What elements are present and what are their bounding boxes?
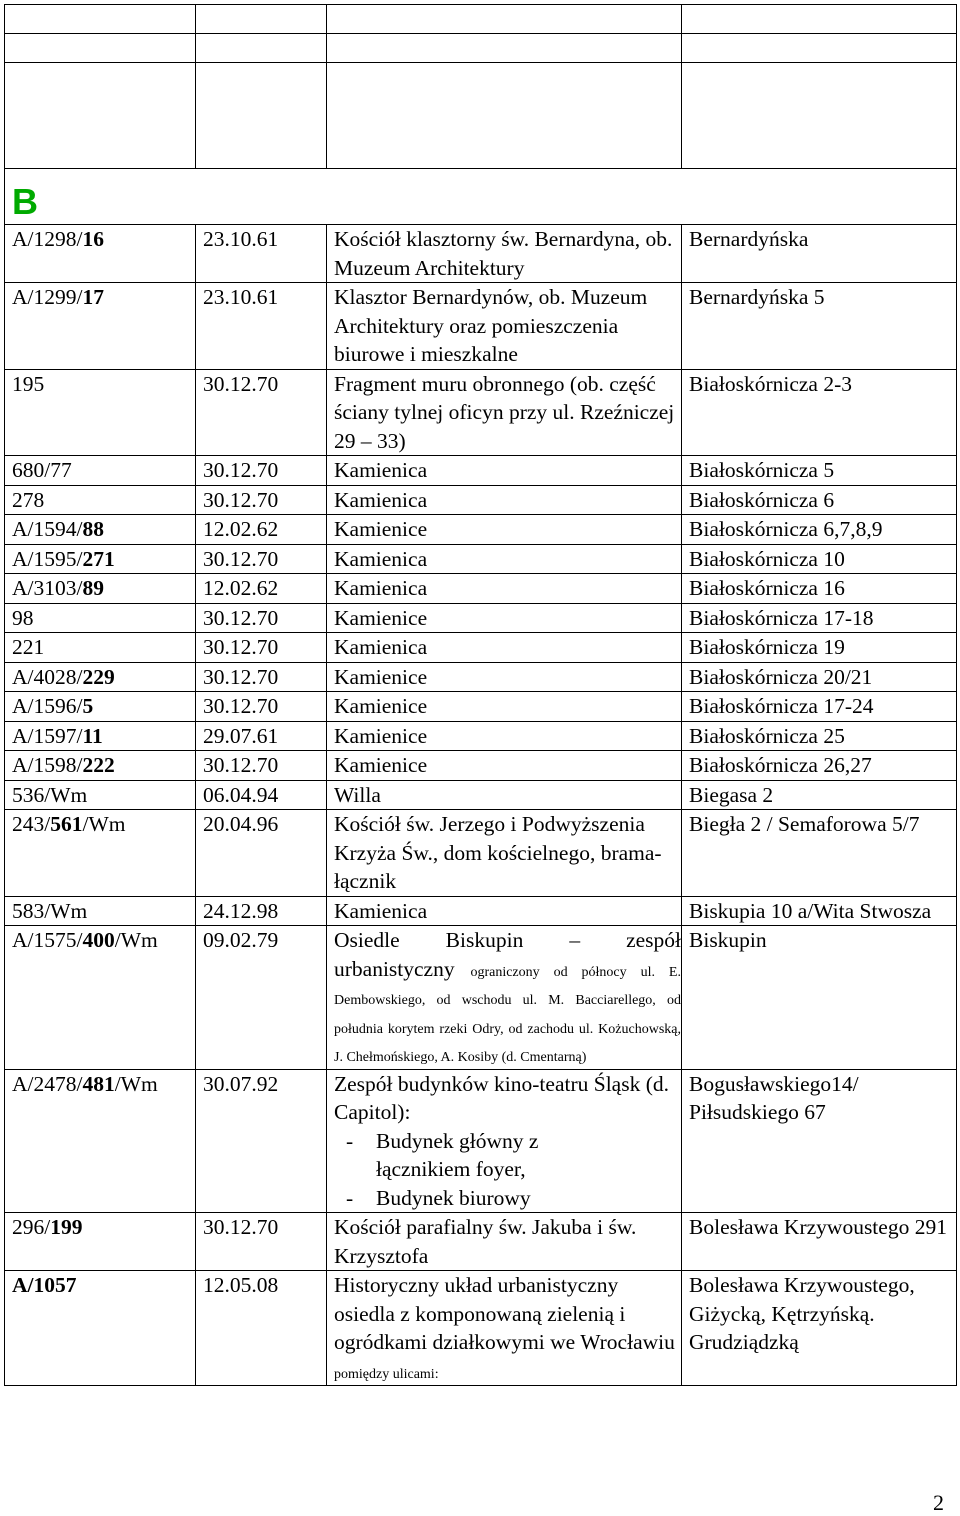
address-cell: Biskupia 10 a/Wita Stwosza [682, 896, 957, 926]
section-letter: B [12, 181, 38, 222]
table-row [5, 225, 957, 283]
date-cell: 30.12.70 [196, 603, 327, 633]
table-row [5, 692, 957, 722]
address-cell: Białoskórnicza 17-24 [682, 692, 957, 722]
register-number-cell: A/1597/11 [5, 721, 196, 751]
register-number-cell: 98 [5, 603, 196, 633]
page-number: 2 [933, 1490, 944, 1515]
address-cell: Białoskórnicza 2-3 [682, 369, 957, 456]
object-cell: Willa [327, 780, 682, 810]
bullet-dash: - [346, 1128, 354, 1153]
register-number-cell: A/1299/17 [5, 283, 196, 370]
register-number-cell: A/2478/481/Wm [5, 1069, 196, 1213]
date-cell: 20.04.96 [196, 810, 327, 897]
object-cell: Kamienice [327, 662, 682, 692]
table-row [5, 896, 957, 926]
object-cell: Kamienica [327, 544, 682, 574]
table-row [5, 369, 957, 456]
object-cell: Kamienice [327, 721, 682, 751]
object-boundary-note: pomiędzy ulicami: [334, 1366, 439, 1382]
object-cell: Fragment muru obronnego (ob. część ściany tylnej oficyn przy ul. Rzeźniczej 29 – 33) [327, 369, 682, 456]
bullet-text: Budynek biurowy [376, 1185, 531, 1210]
object-cell: Kościół św. Jerzego i Podwyższenia Krzyża Św., dom kościelnego, brama-łącznik [327, 810, 682, 897]
object-main-text: Zespół budynków kino-teatru Śląsk (d. Capitol): [334, 1071, 669, 1124]
address-cell: Bernardyńska 5 [682, 283, 957, 370]
date-cell: 30.12.70 [196, 485, 327, 515]
register-number-cell: A/1596/5 [5, 692, 196, 722]
register-number-cell: A/4028/229 [5, 662, 196, 692]
register-number-cell: A/1298/16 [5, 225, 196, 283]
register-number-cell: 221 [5, 633, 196, 663]
object-cell: Kamienica [327, 485, 682, 515]
table-row [5, 1271, 957, 1386]
date-cell: 30.12.70 [196, 751, 327, 781]
empty-row [5, 34, 957, 63]
date-cell: 23.10.61 [196, 283, 327, 370]
object-cell: Kamienice [327, 603, 682, 633]
date-cell: 30.12.70 [196, 633, 327, 663]
table-row [5, 633, 957, 663]
object-boundary-note: ograniczony od północy ul. E. Dembowskiego, od wschodu ul. M. Bacciarellego, od południa korytem rzeki Odry, od zachodu ul. Kożuchowską, J. Chełmońskiego, A. Kosiby (d. Cmentarną) [334, 964, 681, 1065]
object-cell: Klasztor Bernardynów, ob. Muzeum Architektury oraz pomieszczenia biurowe i mieszkalne [327, 283, 682, 370]
table-row [5, 283, 957, 370]
section-letter-row [5, 169, 957, 225]
address-cell: Bernardyńska [682, 225, 957, 283]
register-number-cell: A/1057 [5, 1271, 196, 1386]
address-cell: Białoskórnicza 26,27 [682, 751, 957, 781]
table-row [5, 544, 957, 574]
date-cell: 12.02.62 [196, 574, 327, 604]
address-cell: Bolesława Krzywoustego, Giżycką, Kętrzyńską. Grudziądzką [682, 1271, 957, 1386]
object-description [334, 926, 681, 1069]
address-cell: Białoskórnicza 25 [682, 721, 957, 751]
object-cell: Kamienica [327, 456, 682, 486]
register-number-cell: 296/199 [5, 1213, 196, 1271]
date-cell: 23.10.61 [196, 225, 327, 283]
object-main-text: Historyczny układ urbanistyczny osiedla z komponowaną zielenią i ogródkami działkowymi we Wrocławiu [334, 1273, 675, 1354]
object-cell: Kamienica [327, 574, 682, 604]
table-row [5, 574, 957, 604]
address-cell: Białoskórnicza 6 [682, 485, 957, 515]
date-cell: 06.04.94 [196, 780, 327, 810]
address-cell: Białoskórnicza 19 [682, 633, 957, 663]
address-cell: Białoskórnicza 20/21 [682, 662, 957, 692]
object-cell [327, 926, 682, 1070]
register-number-cell: 278 [5, 485, 196, 515]
register-number-cell: A/1594/88 [5, 515, 196, 545]
empty-row [5, 5, 957, 34]
object-cell: Kościół klasztorny św. Bernardyna, ob. Muzeum Architektury [327, 225, 682, 283]
object-main-text: Osiedle Biskupin – zespół urbanistyczny [334, 928, 681, 981]
register-number-cell: A/1575/400/Wm [5, 926, 196, 1070]
table-row [5, 926, 957, 1070]
table-row [5, 810, 957, 897]
bullet-text: Budynek główny z łącznikiem foyer, [376, 1128, 539, 1181]
object-cell: Kościół parafialny św. Jakuba i św. Krzysztofa [327, 1213, 682, 1271]
object-cell: Kamienice [327, 692, 682, 722]
address-cell: Białoskórnicza 5 [682, 456, 957, 486]
register-number-cell: A/1598/222 [5, 751, 196, 781]
date-cell: 30.12.70 [196, 456, 327, 486]
date-cell: 24.12.98 [196, 896, 327, 926]
object-cell: Kamienice [327, 515, 682, 545]
date-cell: 12.05.08 [196, 1271, 327, 1386]
register-number-cell: 195 [5, 369, 196, 456]
table-row [5, 721, 957, 751]
date-cell: 30.07.92 [196, 1069, 327, 1213]
bullet-item [334, 1184, 681, 1213]
table-row [5, 662, 957, 692]
register-number-cell: 536/Wm [5, 780, 196, 810]
address-cell: Białoskórnicza 10 [682, 544, 957, 574]
address-cell: Bogusławskiego14/ Piłsudskiego 67 [682, 1069, 957, 1213]
date-cell: 30.12.70 [196, 544, 327, 574]
register-number-cell: 243/561/Wm [5, 810, 196, 897]
empty-row [5, 63, 957, 169]
register-number-cell: A/1595/271 [5, 544, 196, 574]
object-cell: Kamienice [327, 751, 682, 781]
bullet-dash: - [346, 1185, 354, 1210]
table-row [5, 603, 957, 633]
table-row [5, 1213, 957, 1271]
monument-register-table [4, 4, 957, 1386]
table-row [5, 780, 957, 810]
table-row [5, 456, 957, 486]
table-row [5, 485, 957, 515]
address-cell: Biskupin [682, 926, 957, 1070]
bullet-item [334, 1127, 681, 1184]
section-letter-cell [5, 169, 957, 225]
address-cell: Białoskórnicza 16 [682, 574, 957, 604]
date-cell: 30.12.70 [196, 692, 327, 722]
address-cell: Biegasa 2 [682, 780, 957, 810]
date-cell: 30.12.70 [196, 369, 327, 456]
object-cell [327, 1069, 682, 1213]
register-number-cell: 680/77 [5, 456, 196, 486]
object-cell: Kamienica [327, 633, 682, 663]
date-cell: 30.12.70 [196, 1213, 327, 1271]
date-cell: 30.12.70 [196, 662, 327, 692]
table-row [5, 515, 957, 545]
table-row [5, 1069, 957, 1213]
object-cell [327, 1271, 682, 1386]
address-cell: Białoskórnicza 6,7,8,9 [682, 515, 957, 545]
register-number-cell: 583/Wm [5, 896, 196, 926]
table-row [5, 751, 957, 781]
address-cell: Bolesława Krzywoustego 291 [682, 1213, 957, 1271]
date-cell: 09.02.79 [196, 926, 327, 1070]
register-number-cell: A/3103/89 [5, 574, 196, 604]
object-cell: Kamienica [327, 896, 682, 926]
date-cell: 12.02.62 [196, 515, 327, 545]
address-cell: Białoskórnicza 17-18 [682, 603, 957, 633]
address-cell: Biegła 2 / Semaforowa 5/7 [682, 810, 957, 897]
date-cell: 29.07.61 [196, 721, 327, 751]
